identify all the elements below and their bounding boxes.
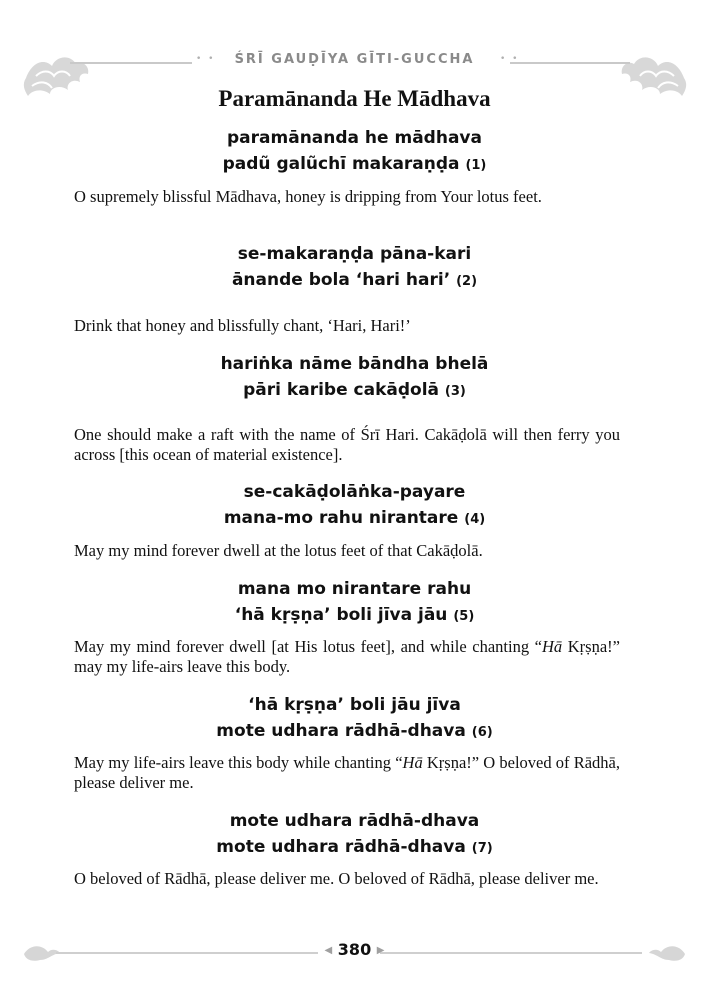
translation-1: O supremely blissful Mādhava, honey is dripping from Your lotus feet. [74,187,542,206]
verse-line [0,151,709,179]
translation-text: May my mind forever dwell [at His lotus feet], and while chanting “ [74,637,542,656]
page-number: 380 [337,940,372,959]
verse-line-text: mote udhara rādhā-dhava [216,837,466,857]
verse-number: (6) [471,725,493,740]
running-head: ŚRĪ GAUḌĪYA GĪTI-GUCCHA [234,52,475,67]
translation-3: One should make a raft with the name of Śrī Hari. Cakāḍolā will then ferry you across [this ocean of material existence]. [74,425,620,464]
verse-line-text: mana-mo rahu nirantare [223,508,459,528]
verse-line: se-cakāḍolāṅka-payare [243,482,466,502]
verse-line [0,505,709,533]
right-arrow-icon: ▶ [376,945,385,956]
verse-line-text: ānande bola ‘hari hari’ [231,270,451,290]
verse-6 [0,692,709,746]
verse-line [0,377,709,405]
verse-line-text: ‘hā kṛṣṇa’ boli jīva jāu [234,605,448,625]
verse-line [0,834,709,862]
page-number-block [0,940,709,959]
verse-number: (3) [444,384,466,399]
verse-line: paramānanda he mādhava [227,128,482,148]
translation-6 [74,753,620,793]
translation-text: Kṛṣṇa!” O beloved of Rādhā, please deliver me. [74,753,620,792]
verse-2 [0,241,709,295]
verse-line [0,602,709,630]
translation-italic: Hā [402,753,423,772]
verse-number: (5) [453,609,475,624]
verse-line [0,267,709,295]
verse-number: (1) [465,158,487,173]
song-title: Paramānanda He Mādhava [218,86,491,111]
verse-7 [0,808,709,862]
verse-line: hariṅka nāme bāndha bhelā [220,354,489,374]
verse-line: ‘hā kṛṣṇa’ boli jāu jīva [248,695,461,715]
verse-line: mana mo nirantare rahu [237,579,472,599]
verse-line-text: pāri karibe cakāḍolā [243,380,439,400]
verse-number: (7) [471,841,493,856]
verse-number: (2) [456,274,478,289]
verse-line-text: mote udhara rādhā-dhava [216,721,466,741]
verse-line [0,718,709,746]
verse-line: se-makaraṇḍa pāna-kari [237,244,472,264]
left-arrow-icon: ◀ [324,945,333,956]
verse-5 [0,576,709,630]
verse-4 [0,479,709,533]
header-dots-right: • • [500,54,520,64]
translation-5 [74,637,620,677]
verse-line: mote udhara rādhā-dhava [229,811,480,831]
verse-3 [0,351,709,405]
translation-4: May my mind forever dwell at the lotus feet of that Cakāḍolā. [74,541,483,560]
translation-text: Kṛṣṇa!” may my life-airs leave this body. [74,637,620,676]
header-dots-left: • • [196,54,216,64]
translation-italic: Hā [542,637,563,656]
verse-1 [0,125,709,179]
translation-7: O beloved of Rādhā, please deliver me. O beloved of Rādhā, please deliver me. [74,869,599,888]
verse-number: (4) [464,512,486,527]
verse-line-text: padũ galũchī makaraṇḍa [222,154,460,174]
translation-2: Drink that honey and blissfully chant, ‘Hari, Hari!’ [74,316,411,335]
translation-text: May my life-airs leave this body while chanting “ [74,753,403,772]
